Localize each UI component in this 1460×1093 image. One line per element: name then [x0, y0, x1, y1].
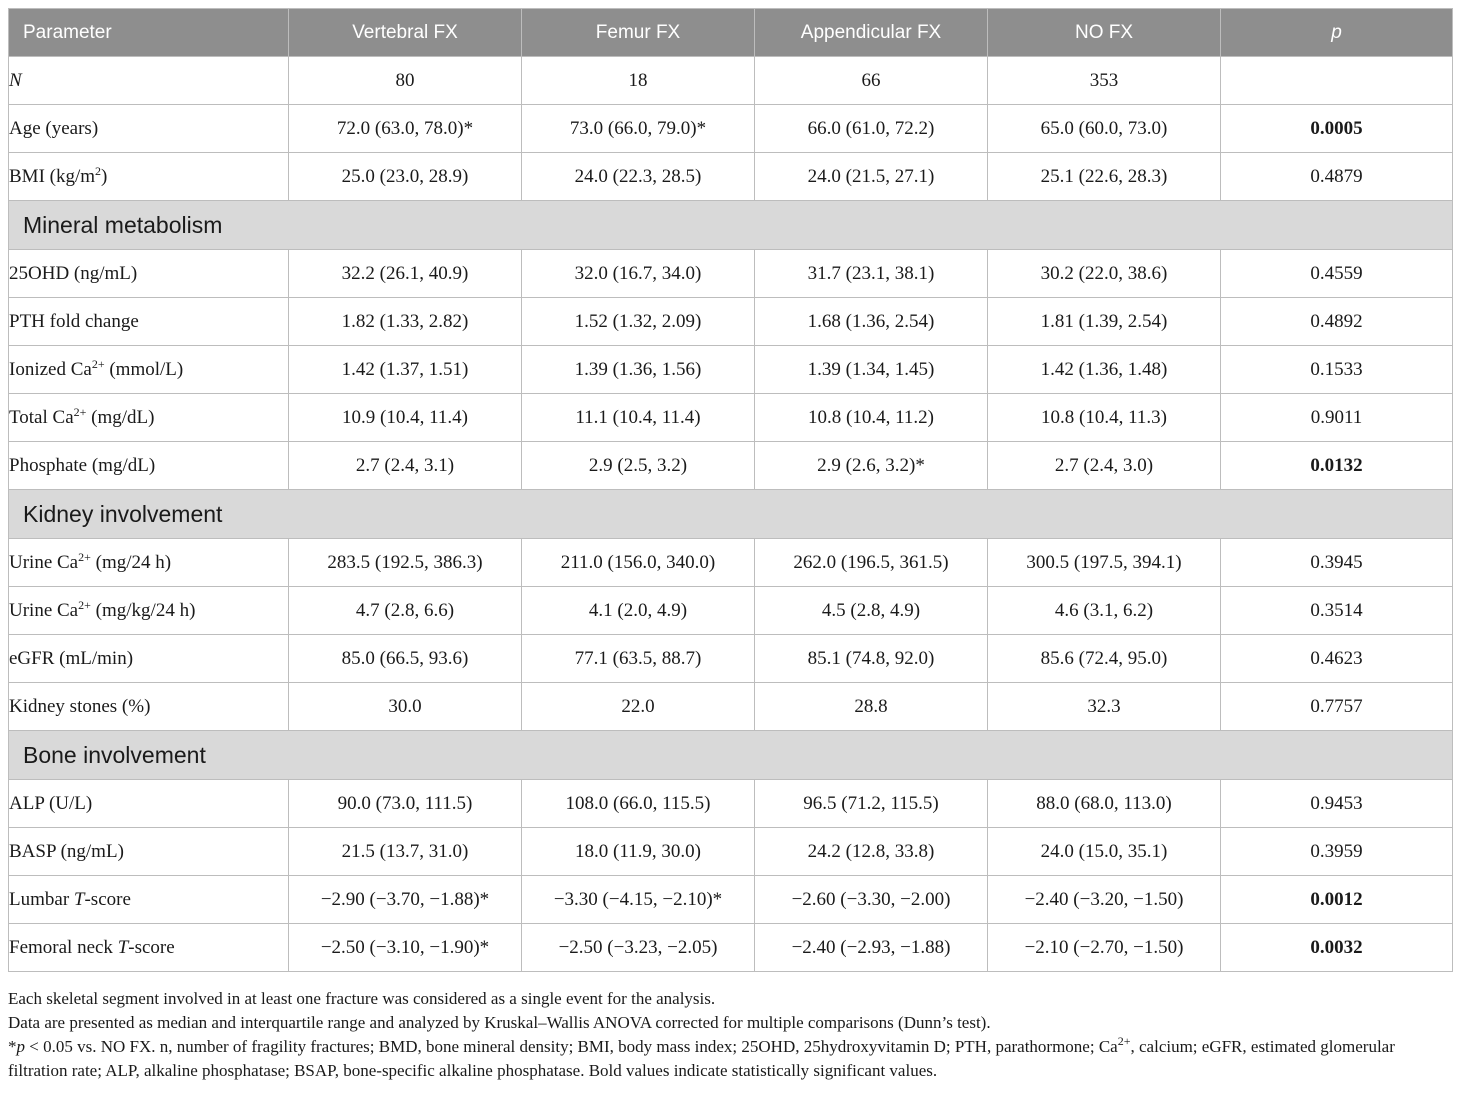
- cell-value: −3.30 (−4.15, −2.10)*: [522, 876, 755, 924]
- label-text: Urine Ca: [9, 551, 79, 573]
- label-text: -score: [84, 888, 131, 910]
- cell-value: 211.0 (156.0, 340.0): [522, 539, 755, 587]
- cell-value: 80: [289, 57, 522, 105]
- footnote-text: , calcium; eGFR, estimated glomerular filtration rate; ALP, alkaline phosphatase; BSAP, bone-specific alkaline phosphatase. Bold values indicate statistically significant values.: [8, 1037, 1395, 1080]
- cell-value: 85.0 (66.5, 93.6): [289, 635, 522, 683]
- cell-value: 2.7 (2.4, 3.0): [988, 442, 1221, 490]
- cell-value: −2.50 (−3.10, −1.90)*: [289, 924, 522, 972]
- header-row: [9, 9, 1453, 57]
- label-text: BMI (kg/m: [9, 165, 96, 187]
- cell-value: 4.6 (3.1, 6.2): [988, 587, 1221, 635]
- cell-value: 90.0 (73.0, 111.5): [289, 780, 522, 828]
- label-superscript: 2: [95, 163, 102, 178]
- cell-value: 24.0 (15.0, 35.1): [988, 828, 1221, 876]
- cell-p-value: 0.9453: [1221, 780, 1453, 828]
- cell-value: 18.0 (11.9, 30.0): [522, 828, 755, 876]
- table-row: [9, 828, 1453, 876]
- cell-value: 22.0: [522, 683, 755, 731]
- label-text: Lumbar: [9, 888, 74, 910]
- cell-p-value: 0.0132: [1221, 442, 1453, 490]
- table-row: [9, 683, 1453, 731]
- label-text: (mg/kg/24 h): [90, 599, 196, 621]
- section-title: Mineral metabolism: [9, 201, 1453, 250]
- cell-value: 66.0 (61.0, 72.2): [755, 105, 988, 153]
- cell-value: 30.0: [289, 683, 522, 731]
- cell-value: 25.1 (22.6, 28.3): [988, 153, 1221, 201]
- cell-value: 11.1 (10.4, 11.4): [522, 394, 755, 442]
- cell-p-value: 0.0032: [1221, 924, 1453, 972]
- section-row-bone: [9, 731, 1453, 780]
- header-p: p: [1221, 9, 1453, 57]
- cell-value: −2.50 (−3.23, −2.05): [522, 924, 755, 972]
- section-row-kidney: [9, 490, 1453, 539]
- cell-value: 85.6 (72.4, 95.0): [988, 635, 1221, 683]
- cell-value: 108.0 (66.0, 115.5): [522, 780, 755, 828]
- cell-value: 1.68 (1.36, 2.54): [755, 298, 988, 346]
- cell-value: 30.2 (22.0, 38.6): [988, 250, 1221, 298]
- cell-value: 32.2 (26.1, 40.9): [289, 250, 522, 298]
- footnote-line: [8, 1035, 1452, 1083]
- row-label: BASP (ng/mL): [9, 828, 289, 876]
- cell-value: 300.5 (197.5, 394.1): [988, 539, 1221, 587]
- cell-value: 31.7 (23.1, 38.1): [755, 250, 988, 298]
- cell-p-value: 0.3514: [1221, 587, 1453, 635]
- cell-value: 1.39 (1.36, 1.56): [522, 346, 755, 394]
- cell-value: 262.0 (196.5, 361.5): [755, 539, 988, 587]
- footnote-asterisk: *: [8, 1037, 17, 1056]
- header-femur-fx: Femur FX: [522, 9, 755, 57]
- label-text: ): [101, 165, 108, 187]
- cell-value: 1.81 (1.39, 2.54): [988, 298, 1221, 346]
- section-row-mineral: [9, 201, 1453, 250]
- cell-value: 2.9 (2.5, 3.2): [522, 442, 755, 490]
- cell-value: −2.40 (−3.20, −1.50): [988, 876, 1221, 924]
- cell-p-value: 0.7757: [1221, 683, 1453, 731]
- header-appendicular-fx: Appendicular FX: [755, 9, 988, 57]
- table-row: [9, 298, 1453, 346]
- row-label: Kidney stones (%): [9, 683, 289, 731]
- label-superscript: 2+: [91, 356, 105, 371]
- cell-p-value: 0.3959: [1221, 828, 1453, 876]
- table-row: [9, 153, 1453, 201]
- cell-value: 4.5 (2.8, 4.9): [755, 587, 988, 635]
- table-row: [9, 780, 1453, 828]
- row-label: eGFR (mL/min): [9, 635, 289, 683]
- cell-value: 88.0 (68.0, 113.0): [988, 780, 1221, 828]
- cell-value: −2.40 (−2.93, −1.88): [755, 924, 988, 972]
- cell-value: 2.7 (2.4, 3.1): [289, 442, 522, 490]
- cell-value: 24.0 (21.5, 27.1): [755, 153, 988, 201]
- row-label: ALP (U/L): [9, 780, 289, 828]
- footnote-text: < 0.05 vs. NO FX. n, number of fragility fractures; BMD, bone mineral density; BMI, body mass index; 25OHD, 25hydroxyvitamin D; PTH, parathormone; Ca: [25, 1037, 1118, 1056]
- row-label: [9, 587, 289, 635]
- cell-value: −2.60 (−3.30, −2.00): [755, 876, 988, 924]
- cell-value: 4.1 (2.0, 4.9): [522, 587, 755, 635]
- cell-p-value: 0.4559: [1221, 250, 1453, 298]
- label-superscript: 2+: [78, 549, 91, 564]
- cell-value: 24.0 (22.3, 28.5): [522, 153, 755, 201]
- cell-value: 24.2 (12.8, 33.8): [755, 828, 988, 876]
- cell-p-value: 0.9011: [1221, 394, 1453, 442]
- table-row: [9, 635, 1453, 683]
- cell-p-value: 0.1533: [1221, 346, 1453, 394]
- cell-value: 66: [755, 57, 988, 105]
- cell-value: 28.8: [755, 683, 988, 731]
- label-text: (mg/dL): [86, 406, 155, 428]
- label-text: -score: [128, 936, 175, 958]
- cell-value: 10.8 (10.4, 11.3): [988, 394, 1221, 442]
- footnote-line: Data are presented as median and interquartile range and analyzed by Kruskal–Wallis ANOVA corrected for multiple comparisons (Dunn’s test).: [8, 1013, 991, 1032]
- label-superscript: 2+: [78, 597, 91, 612]
- label-italic: T: [117, 936, 129, 958]
- label-italic: T: [73, 888, 85, 910]
- cell-p-value: 0.0005: [1221, 105, 1453, 153]
- label-text: (mmol/L): [104, 358, 184, 380]
- cell-value: 1.42 (1.36, 1.48): [988, 346, 1221, 394]
- row-label: [9, 876, 289, 924]
- section-title: Kidney involvement: [9, 490, 1453, 539]
- cell-value: 73.0 (66.0, 79.0)*: [522, 105, 755, 153]
- header-parameter: Parameter: [9, 9, 289, 57]
- cell-value: 1.42 (1.37, 1.51): [289, 346, 522, 394]
- cell-value: 96.5 (71.2, 115.5): [755, 780, 988, 828]
- cell-value: 25.0 (23.0, 28.9): [289, 153, 522, 201]
- row-label: [9, 153, 289, 201]
- results-table: [8, 8, 1453, 972]
- cell-value: 21.5 (13.7, 31.0): [289, 828, 522, 876]
- table-row: [9, 346, 1453, 394]
- table-row: [9, 105, 1453, 153]
- table-row: [9, 57, 1453, 105]
- header-no-fx: NO FX: [988, 9, 1221, 57]
- cell-value: 72.0 (63.0, 78.0)*: [289, 105, 522, 153]
- cell-value: 4.7 (2.8, 6.6): [289, 587, 522, 635]
- footnote-superscript: 2+: [1117, 1034, 1131, 1048]
- cell-value: −2.10 (−2.70, −1.50): [988, 924, 1221, 972]
- table-row: [9, 876, 1453, 924]
- row-label: [9, 539, 289, 587]
- label-text: Ionized Ca: [9, 358, 92, 380]
- row-label: N: [9, 57, 289, 105]
- row-label: 25OHD (ng/mL): [9, 250, 289, 298]
- table-row: [9, 250, 1453, 298]
- cell-value: 1.52 (1.32, 2.09): [522, 298, 755, 346]
- section-title: Bone involvement: [9, 731, 1453, 780]
- cell-value: 32.0 (16.7, 34.0): [522, 250, 755, 298]
- cell-value: −2.90 (−3.70, −1.88)*: [289, 876, 522, 924]
- cell-value: 1.82 (1.33, 2.82): [289, 298, 522, 346]
- table-row: [9, 394, 1453, 442]
- row-label: [9, 346, 289, 394]
- row-label: [9, 924, 289, 972]
- cell-value: 85.1 (74.8, 92.0): [755, 635, 988, 683]
- cell-p-value: 0.3945: [1221, 539, 1453, 587]
- cell-p-value: 0.4623: [1221, 635, 1453, 683]
- cell-p-value: 0.0012: [1221, 876, 1453, 924]
- cell-p-value: [1221, 57, 1453, 105]
- footnote-p-symbol: p: [16, 1037, 25, 1056]
- row-label: PTH fold change: [9, 298, 289, 346]
- label-superscript: 2+: [73, 404, 87, 419]
- cell-value: 18: [522, 57, 755, 105]
- row-label: Phosphate (mg/dL): [9, 442, 289, 490]
- header-vertebral-fx: Vertebral FX: [289, 9, 522, 57]
- label-text: Total Ca: [9, 406, 74, 428]
- table-row: [9, 539, 1453, 587]
- cell-value: 65.0 (60.0, 73.0): [988, 105, 1221, 153]
- table-row: [9, 587, 1453, 635]
- table-row: [9, 924, 1453, 972]
- row-label: Age (years): [9, 105, 289, 153]
- cell-value: 353: [988, 57, 1221, 105]
- cell-value: 1.39 (1.34, 1.45): [755, 346, 988, 394]
- cell-value: 283.5 (192.5, 386.3): [289, 539, 522, 587]
- cell-value: 10.8 (10.4, 11.2): [755, 394, 988, 442]
- label-text: (mg/24 h): [90, 551, 172, 573]
- row-label: [9, 394, 289, 442]
- cell-value: 32.3: [988, 683, 1221, 731]
- cell-value: 2.9 (2.6, 3.2)*: [755, 442, 988, 490]
- cell-value: 77.1 (63.5, 88.7): [522, 635, 755, 683]
- footnote-line: Each skeletal segment involved in at least one fracture was considered as a single event for the analysis.: [8, 989, 716, 1008]
- table-footnotes: [8, 987, 1452, 1083]
- table-row: [9, 442, 1453, 490]
- cell-p-value: 0.4879: [1221, 153, 1453, 201]
- label-text: Femoral neck: [9, 936, 118, 958]
- cell-p-value: 0.4892: [1221, 298, 1453, 346]
- label-text: Urine Ca: [9, 599, 79, 621]
- cell-value: 10.9 (10.4, 11.4): [289, 394, 522, 442]
